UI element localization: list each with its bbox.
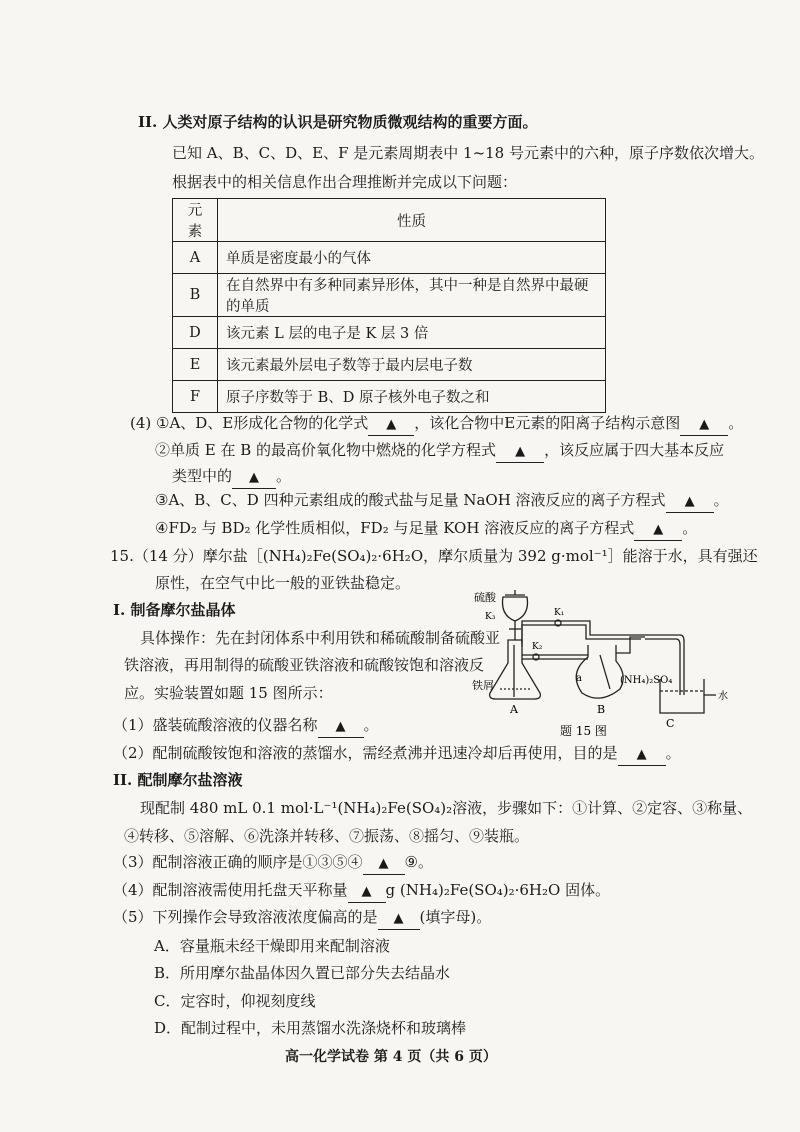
- blank-triangle-icon: ▲: [335, 719, 346, 734]
- answer-blank[interactable]: [363, 852, 405, 875]
- table-cell-property: 该元素 L 层的电子是 K 层 3 倍: [218, 317, 606, 349]
- page-footer: 高一化学试卷 第 4 页（共 6 页）: [285, 1049, 497, 1065]
- label-acid: 硫酸: [474, 591, 496, 604]
- answer-blank[interactable]: [378, 907, 420, 930]
- table-cell-element: F: [173, 381, 218, 413]
- blank-triangle-icon: ▲: [249, 470, 260, 485]
- table-row: [173, 274, 606, 317]
- option-c: C．定容时，仰视刻度线: [154, 992, 316, 1010]
- answer-blank[interactable]: [634, 518, 682, 541]
- q4-line-4: [155, 490, 729, 513]
- section-1-para-3: 应。实验装置如题 15 图所示：: [124, 684, 333, 702]
- answer-blank[interactable]: [496, 440, 544, 463]
- table-cell-property: 原子序数等于 B、D 原子核外电子数之和: [218, 381, 606, 413]
- blank-triangle-icon: ▲: [653, 522, 664, 537]
- q4-text: 类型中的: [172, 467, 233, 485]
- option-b: B．所用摩尔盐晶体因久置已部分失去结晶水: [154, 964, 451, 982]
- q4-text: ③A、B、C、D 四种元素组成的酸式盐与足量 NaOH 溶液反应的离子方程式: [155, 491, 666, 509]
- section-2-heading: II. 配制摩尔盐溶液: [113, 771, 243, 789]
- label-water: 水: [718, 691, 728, 702]
- table-header-row: [173, 199, 606, 242]
- answer-blank[interactable]: [318, 715, 364, 738]
- q4-text: 。: [276, 467, 292, 485]
- separatory-funnel: [503, 597, 528, 621]
- sub-question-1: [113, 715, 379, 738]
- blank-triangle-icon: ▲: [386, 417, 397, 432]
- part2-intro-2: 根据表中的相关信息作出合理推断并完成以下问题：: [172, 173, 518, 191]
- q4-text: ②单质 E 在 B 的最高价氧化物中燃烧的化学方程式: [155, 441, 497, 459]
- sub-question-5: [113, 907, 491, 930]
- sub-question-text: g (NH₄)₂Fe(SO₄)₂·6H₂O 固体。: [385, 881, 611, 899]
- q4-text: 。: [728, 414, 744, 432]
- q4-line-5: [155, 518, 697, 541]
- q4-line-2: [155, 440, 724, 463]
- label-iron: 铁屑: [472, 679, 494, 692]
- blank-triangle-icon: ▲: [393, 911, 404, 926]
- q15-stem-1: 15.（14 分）摩尔盐［(NH₄)₂Fe(SO₄)₂·6H₂O，摩尔质量为 392 g·mol⁻¹］能溶于水，具有强还: [110, 547, 758, 565]
- answer-blank[interactable]: [348, 880, 386, 903]
- table-cell-property: 单质是密度最小的气体: [218, 242, 606, 274]
- label-k1: K₁: [554, 608, 565, 618]
- section-2-para-2: ④转移、⑤溶解、⑥洗涤并转移、⑦振荡、⑧摇匀、⑨装瓶。: [124, 827, 530, 845]
- table-cell-property: 该元素最外层电子数等于最内层电子数: [218, 349, 606, 381]
- label-flask-a: A: [510, 703, 518, 716]
- sub-question-text: (填字母)。: [419, 908, 492, 926]
- sub-question-3: [113, 852, 433, 875]
- table-row: [173, 349, 606, 381]
- figure-caption: 题 15 图: [560, 724, 607, 738]
- section-1-heading: I. 制备摩尔盐晶体: [113, 601, 236, 619]
- q4-text: 。: [713, 491, 729, 509]
- label-beaker-c: C: [666, 717, 675, 730]
- blank-triangle-icon: ▲: [378, 856, 389, 871]
- option-d: D．配制过程中，未用蒸馏水洗涤烧杯和玻璃棒: [154, 1019, 467, 1037]
- answer-blank[interactable]: [232, 466, 276, 489]
- answer-blank[interactable]: [368, 413, 414, 436]
- q4-text: 。: [682, 519, 698, 537]
- sub-question-text: （5）下列操作会导致溶液浓度偏高的是: [113, 908, 378, 926]
- answer-blank[interactable]: [680, 413, 728, 436]
- blank-triangle-icon: ▲: [699, 417, 710, 432]
- label-flask-b: B: [597, 703, 606, 716]
- q4-text: ④FD₂ 与 BD₂ 化学性质相似，FD₂ 与足量 KOH 溶液反应的离子方程式: [155, 519, 635, 537]
- label-salt: (NH₄)₂SO₄: [620, 675, 673, 686]
- label-k3: K₃: [485, 612, 496, 622]
- section-1-para-1: 具体操作：先在封闭体系中利用铁和稀硫酸制备硫酸亚: [140, 629, 501, 647]
- section-1-para-2: 铁溶液，再用制得的硫酸亚铁溶液和硫酸铵饱和溶液反: [124, 656, 485, 674]
- label-a: a: [576, 673, 582, 684]
- sub-question-text: （3）配制溶液正确的顺序是①③⑤④: [113, 853, 363, 871]
- table-cell-property: 在自然界中有多种同素异形体，其中一种是自然界中最硬的单质: [218, 274, 606, 317]
- blank-triangle-icon: ▲: [361, 884, 372, 899]
- label-k2: K₂: [532, 642, 543, 652]
- sub-question-text: （2）配制硫酸铵饱和溶液的蒸馏水，需经煮沸并迅速冷却后再使用，目的是: [113, 744, 618, 762]
- sub-question-text: （1）盛装硫酸溶液的仪器名称: [113, 716, 318, 734]
- answer-blank[interactable]: [666, 490, 714, 513]
- sub-question-text: ⑨。: [404, 853, 433, 871]
- q4-text: (4) ①A、D、E形成化合物的化学式: [130, 414, 369, 432]
- sub-question-text: 。: [665, 744, 681, 762]
- table-header-element: 元素: [173, 199, 218, 242]
- table-cell-element: A: [173, 242, 218, 274]
- table-header-property: 性质: [218, 199, 606, 242]
- option-a: A．容量瓶未经干燥即用来配制溶液: [154, 937, 390, 955]
- sub-question-text: 。: [363, 716, 379, 734]
- table-row: [173, 381, 606, 413]
- funnel-stopper: [505, 590, 525, 595]
- q4-text: ，该反应属于四大基本反应: [544, 441, 725, 459]
- q4-line-3: [172, 466, 291, 489]
- apparatus-diagram: [470, 585, 740, 750]
- section-2-para-1: 现配制 480 mL 0.1 mol·L⁻¹(NH₄)₂Fe(SO₄)₂溶液，步骤如下：①计算、②定容、③称量、: [140, 799, 753, 817]
- part2-intro-1: 已知 A、B、C、D、E、F 是元素周期表中 1~18 号元素中的六种，原子序数依次增大。: [172, 144, 764, 162]
- table-cell-element: E: [173, 349, 218, 381]
- blank-triangle-icon: ▲: [684, 494, 695, 509]
- q4-line-1: [130, 413, 743, 436]
- table-cell-element: D: [173, 317, 218, 349]
- element-table: [172, 198, 606, 413]
- sub-question-4: [113, 880, 610, 903]
- q15-stem-2: 原性，在空气中比一般的亚铁盐稳定。: [155, 574, 411, 592]
- table-cell-element: B: [173, 274, 218, 317]
- table-row: [173, 242, 606, 274]
- sub-question-text: （4）配制溶液需使用托盘天平称量: [113, 881, 348, 899]
- part2-heading: II. 人类对原子结构的认识是研究物质微观结构的重要方面。: [138, 113, 538, 131]
- blank-triangle-icon: ▲: [515, 444, 526, 459]
- q4-text: ，该化合物中E元素的阳离子结构示意图: [414, 414, 681, 432]
- table-row: [173, 317, 606, 349]
- blank-triangle-icon: ▲: [636, 747, 647, 762]
